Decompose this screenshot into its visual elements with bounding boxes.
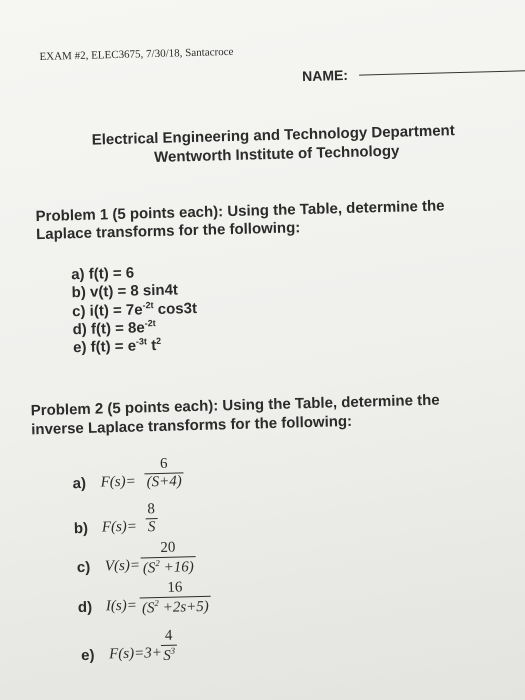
exam-paper: EXAM #2, ELEC3675, 7/30/18, Santacroce NAME: Electrical Engineering and Technology Department Wentworth Institute of Technology Problem 1 (5 points each): Using the Table, determine the Laplace transforms for the following: a) f(t) = 6 b) v(t) = 8 sin4t c) $i(t) = 7e^{-2t}$ cos3t d) $f(t) = 8e^{-2t}$ e) $f(t) = e^{-3t}$ $t^2$ Problem 2 (5 points each): Using the Table, determine the inverse Laplace transforms for the following: a) F(s)= $\frac{6}{(S+4)}$ b) F(s)= $\frac{8}{S}$ c) V(s)= $\frac{20}{(S^2 +16)}$ d) I(s)= $\frac{16}{(S^2 +2s+5)}$ e) F(s)=3+ $\frac{4}{S^3}$ bbox=[0, 0, 525, 700]
fraction-a: $\frac{6}{(S+4)}$ bbox=[144, 455, 184, 491]
name-blank-line bbox=[359, 70, 525, 75]
problem1-item-e: e) $f(t) = e^{-3t}$ $t^2$ bbox=[72, 335, 162, 357]
problem2-title: Problem 2 (5 points each): Using the Table, determine the bbox=[30, 391, 440, 420]
problem1-item-c: c) $i(t) = 7e^{-2t}$ cos3t bbox=[71, 299, 198, 321]
name-label: NAME: bbox=[301, 66, 349, 85]
problem1-item-a: a) f(t) = 6 bbox=[70, 264, 135, 284]
problem2-subtitle: inverse Laplace transforms for the following: bbox=[31, 412, 353, 439]
problem1-item-b: b) v(t) = 8 sin4t bbox=[71, 281, 179, 302]
fraction-b: $\frac{8}{S}$ bbox=[145, 501, 157, 536]
problem1-title: Problem 1 (5 points each): Using the Table, determine the bbox=[35, 197, 445, 226]
fraction-e: $\frac{4}{S^3}$ bbox=[160, 628, 177, 665]
problem1-subtitle: Laplace transforms for the following: bbox=[35, 219, 301, 244]
fraction-d: $\frac{16}{(S^2 +2s+5)}$ bbox=[139, 579, 211, 618]
department-name: Electrical Engineering and Technology Department bbox=[91, 122, 455, 149]
problem1-item-d: d) $f(t) = 8e^{-2t}$ bbox=[72, 318, 156, 339]
fraction-c: $\frac{20}{(S^2 +16)}$ bbox=[140, 539, 196, 577]
exam-header: EXAM #2, ELEC3675, 7/30/18, Santacroce bbox=[39, 45, 234, 63]
institute-name: Wentworth Institute of Technology bbox=[153, 142, 400, 167]
